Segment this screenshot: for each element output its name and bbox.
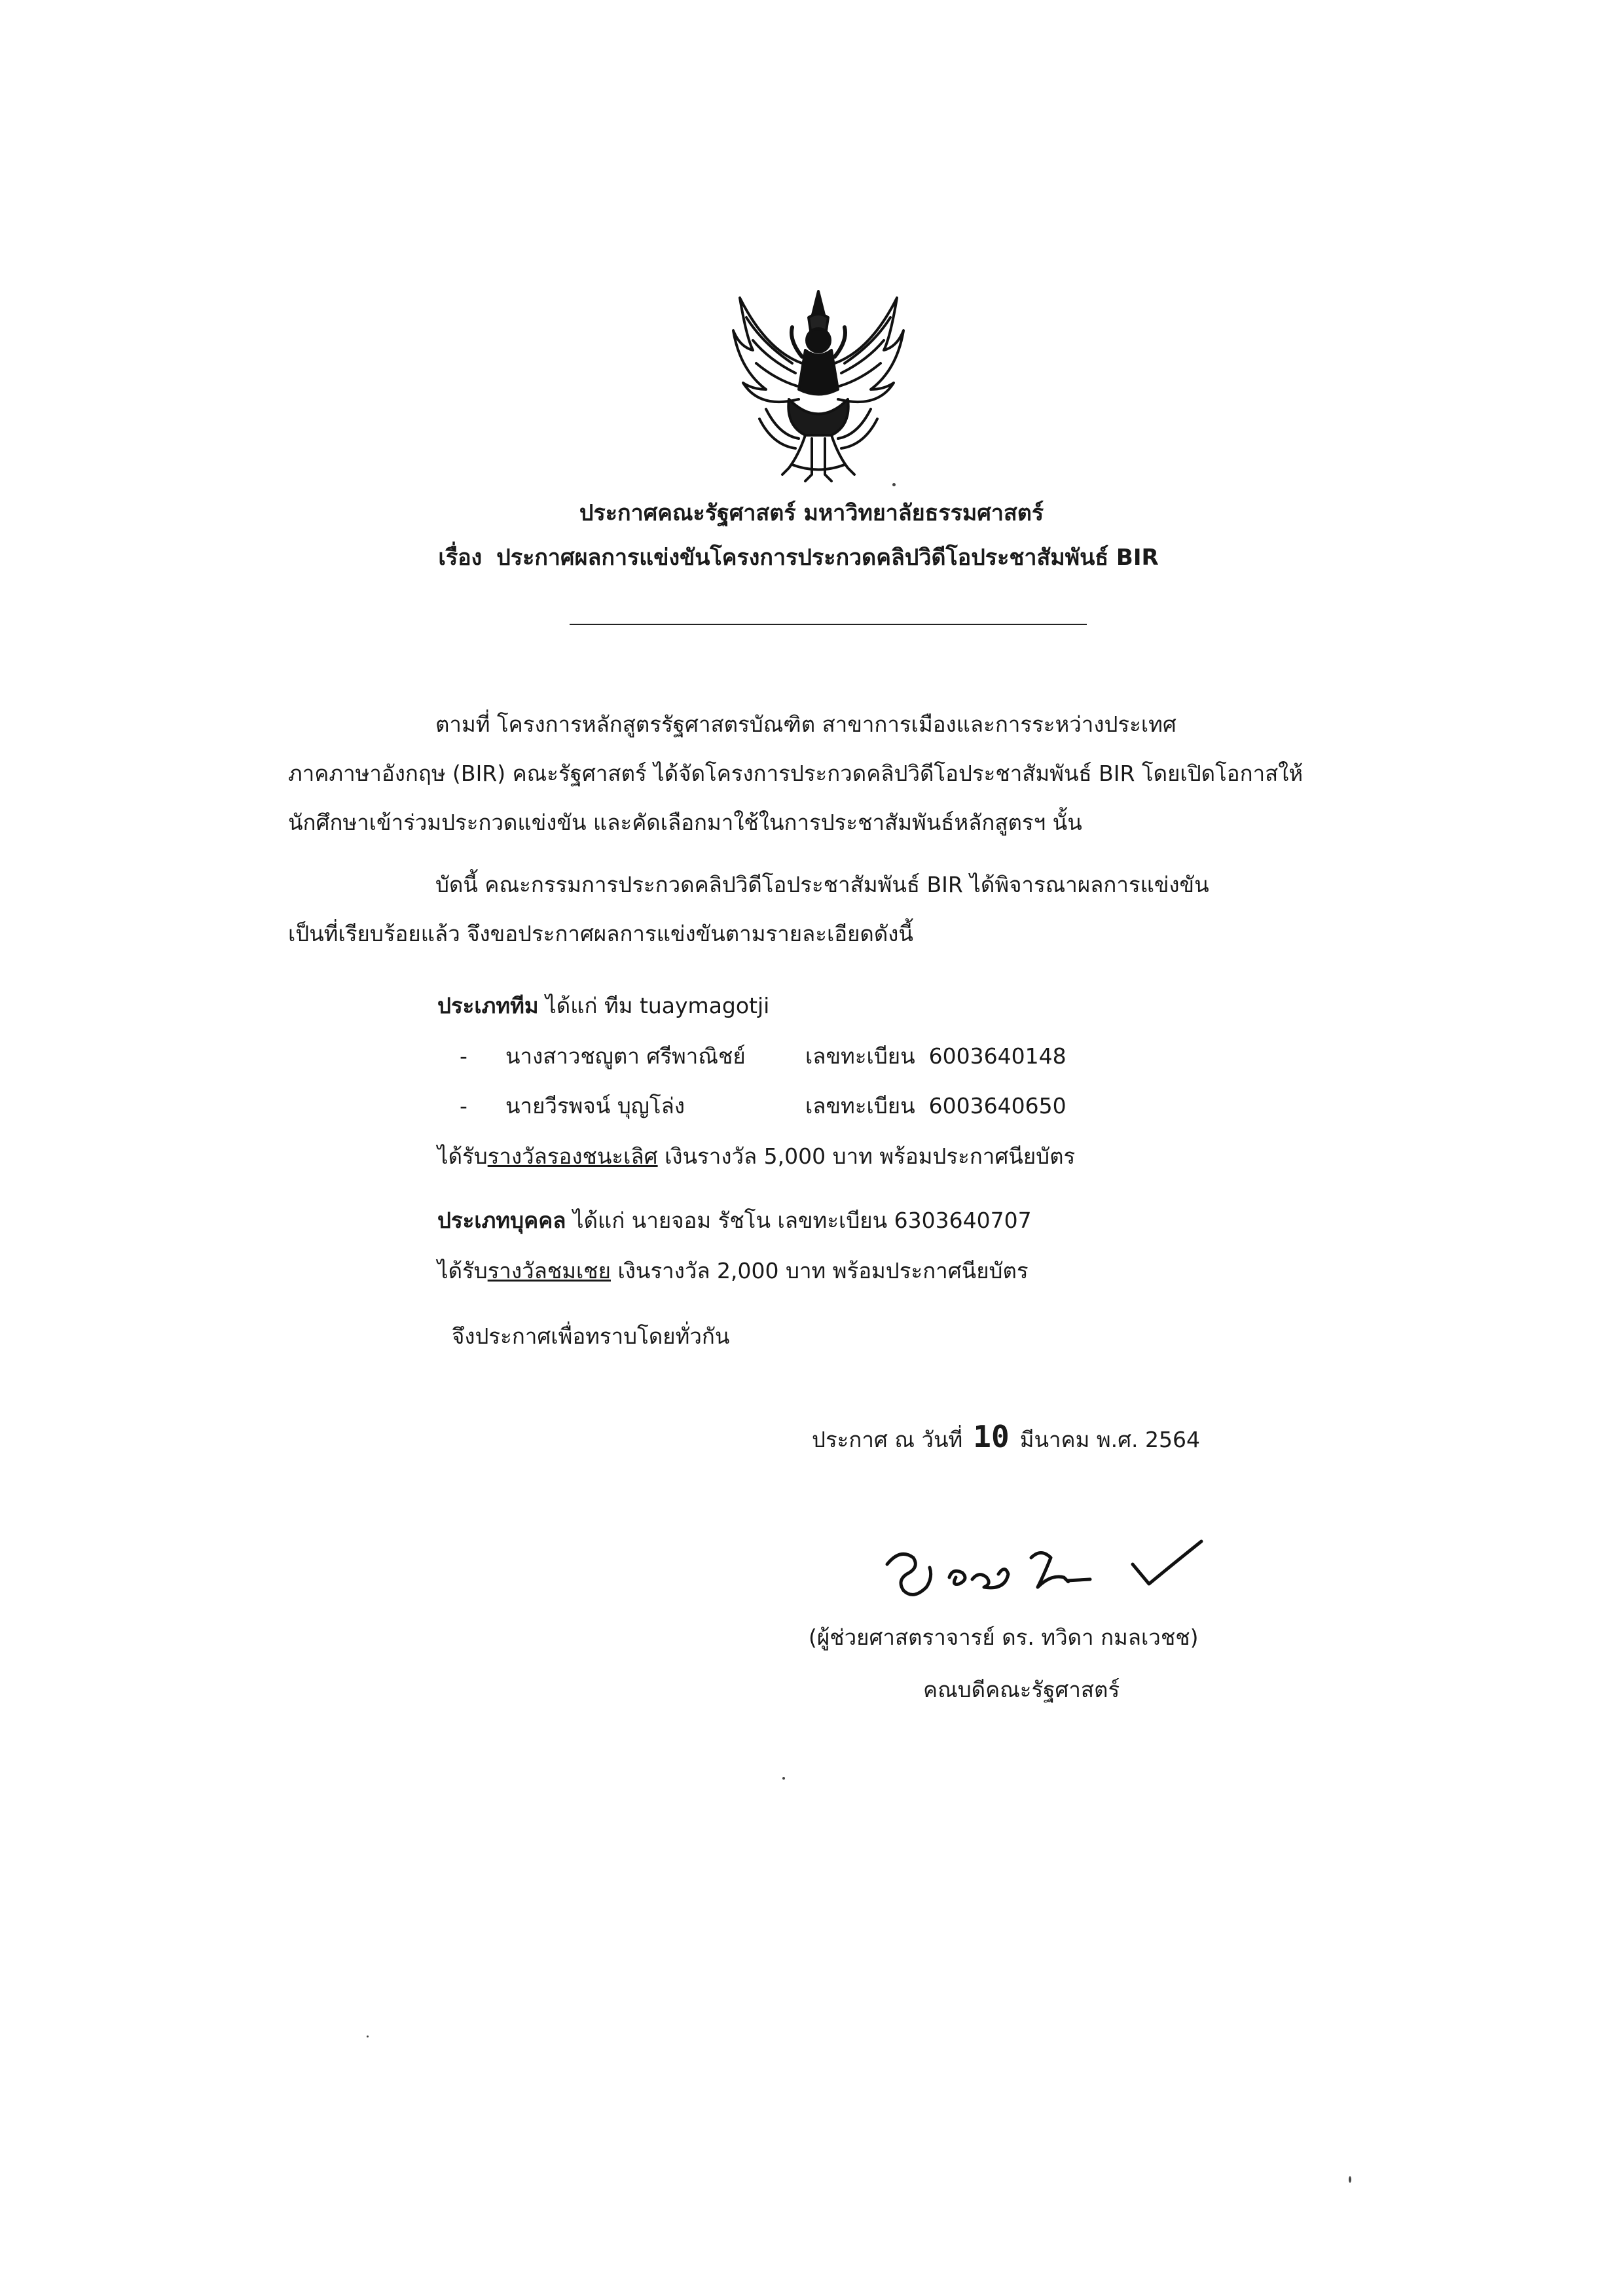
- team-category-label: ประเภททีม: [437, 993, 539, 1018]
- closing-line: จึงประกาศเพื่อทราบโดยทั่วกัน: [452, 1323, 730, 1349]
- prize-prefix: ได้รับ: [437, 1143, 488, 1169]
- individual-prize-name: รางวัลชมเชย: [487, 1258, 611, 1283]
- paragraph-line: เป็นที่เรียบร้อยแล้ว จึงขอประกาศผลการแข่งขันตามรายละเอียดดังนี้: [288, 921, 913, 946]
- team-prize-name: รางวัลรองชนะเลิศ: [487, 1143, 658, 1169]
- individual-award-line: [437, 1206, 1032, 1235]
- date-day: 10: [973, 1419, 1010, 1454]
- subject-text: ประกาศผลการแข่งขันโครงการประกวดคลิปวิดีโอประชาสัมพันธ์ BIR: [496, 545, 1159, 571]
- subject-label: เรื่อง: [438, 545, 483, 571]
- team-prize-line: [437, 1142, 1075, 1171]
- announcement-date: [812, 1420, 1200, 1456]
- paragraph-line: ภาคภาษาอังกฤษ (BIR) คณะรัฐศาสตร์ ได้จัดโครงการประกวดคลิปวิดีโอประชาสัมพันธ์ BIR โดยเปิดโอกาสให้: [288, 761, 1304, 786]
- signer-name: (ผู้ช่วยศาสตราจารย์ ดร. ทวิดา กมลเวชช): [809, 1624, 1199, 1650]
- team-winner-text: ได้แก่ ทีม tuaymagotji: [545, 993, 770, 1018]
- announcement-title: ประกาศคณะรัฐศาสตร์ มหาวิทยาลัยธรรมศาสตร์: [579, 500, 1044, 526]
- scan-speck: [1349, 2176, 1351, 2183]
- individual-winner-text: ได้แก่ นายจอม รัชโน เลขทะเบียน 6303640707: [573, 1208, 1032, 1233]
- announcement-subject: [0, 543, 1610, 572]
- individual-prize-line: [437, 1257, 1029, 1285]
- member-name: นางสาวชญูตา ศรีพาณิชย์: [505, 1043, 746, 1069]
- member-name: นายวีรพจน์ บุญโล่ง: [505, 1093, 685, 1119]
- scan-speck: [782, 1777, 785, 1780]
- date-month-year: มีนาคม พ.ศ. 2564: [1019, 1427, 1200, 1452]
- member-id: [805, 1042, 1067, 1071]
- scan-speck: [367, 2036, 369, 2037]
- signer-title: คณบดีคณะรัฐศาสตร์: [923, 1677, 1120, 1702]
- prize-prefix: ได้รับ: [437, 1258, 488, 1283]
- member-id-value: 6003640650: [928, 1093, 1067, 1119]
- individual-prize-detail: เงินรางวัล 2,000 บาท พร้อมประกาศนียบัตร: [617, 1258, 1029, 1283]
- team-award-line: [437, 992, 769, 1020]
- paragraph-line: นักศึกษาเข้าร่วมประกวดแข่งขัน และคัดเลือกมาใช้ในการประชาสัมพันธ์หลักสูตรฯ นั้น: [288, 810, 1082, 835]
- scan-speck: [892, 483, 896, 486]
- member-id: [805, 1092, 1067, 1121]
- member-id-label: เลขทะเบียน: [805, 1043, 915, 1069]
- paragraph-line: บัดนี้ คณะกรรมการประกวดคลิปวิดีโอประชาสัมพันธ์ BIR ได้พิจารณาผลการแข่งขัน: [435, 872, 1209, 897]
- date-prefix: ประกาศ ณ วันที่: [812, 1427, 963, 1452]
- individual-category-label: ประเภทบุคคล: [437, 1208, 566, 1233]
- member-id-value: 6003640148: [928, 1043, 1067, 1069]
- heading-divider: [570, 624, 1087, 625]
- member-id-label: เลขทะเบียน: [805, 1093, 915, 1119]
- handwritten-signature: [874, 1528, 1214, 1607]
- list-dash: -: [460, 1043, 467, 1069]
- team-prize-detail: เงินรางวัล 5,000 บาท พร้อมประกาศนียบัตร: [665, 1143, 1076, 1169]
- garuda-emblem-icon: [727, 278, 910, 488]
- paragraph-line: ตามที่ โครงการหลักสูตรรัฐศาสตรบัณฑิต สาขาการเมืองและการระหว่างประเทศ: [435, 711, 1176, 737]
- list-dash: -: [460, 1093, 467, 1119]
